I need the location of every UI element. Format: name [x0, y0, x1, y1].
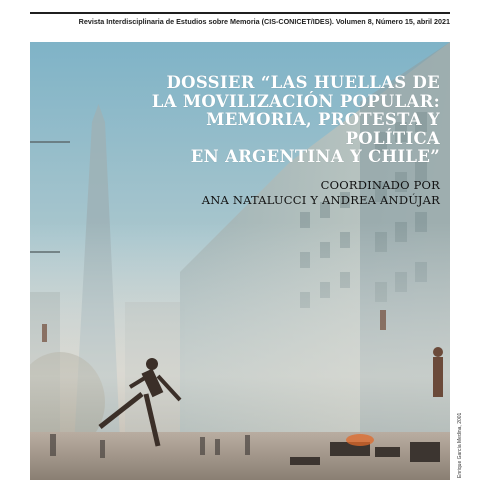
header-rule [30, 12, 450, 14]
photo-credit: Enrique García Medina, 2001 [457, 412, 463, 478]
journal-header: Revista Interdisciplinaria de Estudios sobre Memoria (CIS-CONICET/IDES). Volumen 8, Número 15, abril 2021 [78, 17, 450, 26]
coordinators: COORDINADO POR ANA NATALUCCI Y ANDREA ANDÚJAR [201, 178, 440, 207]
dossier-title: DOSSIER “LAS HUELLAS DE LA MOVILIZACIÓN POPULAR: MEMORIA, PROTESTA Y POLÍTICA EN ARGENTINA Y CHILE” [151, 73, 440, 166]
figure-right [433, 347, 443, 397]
